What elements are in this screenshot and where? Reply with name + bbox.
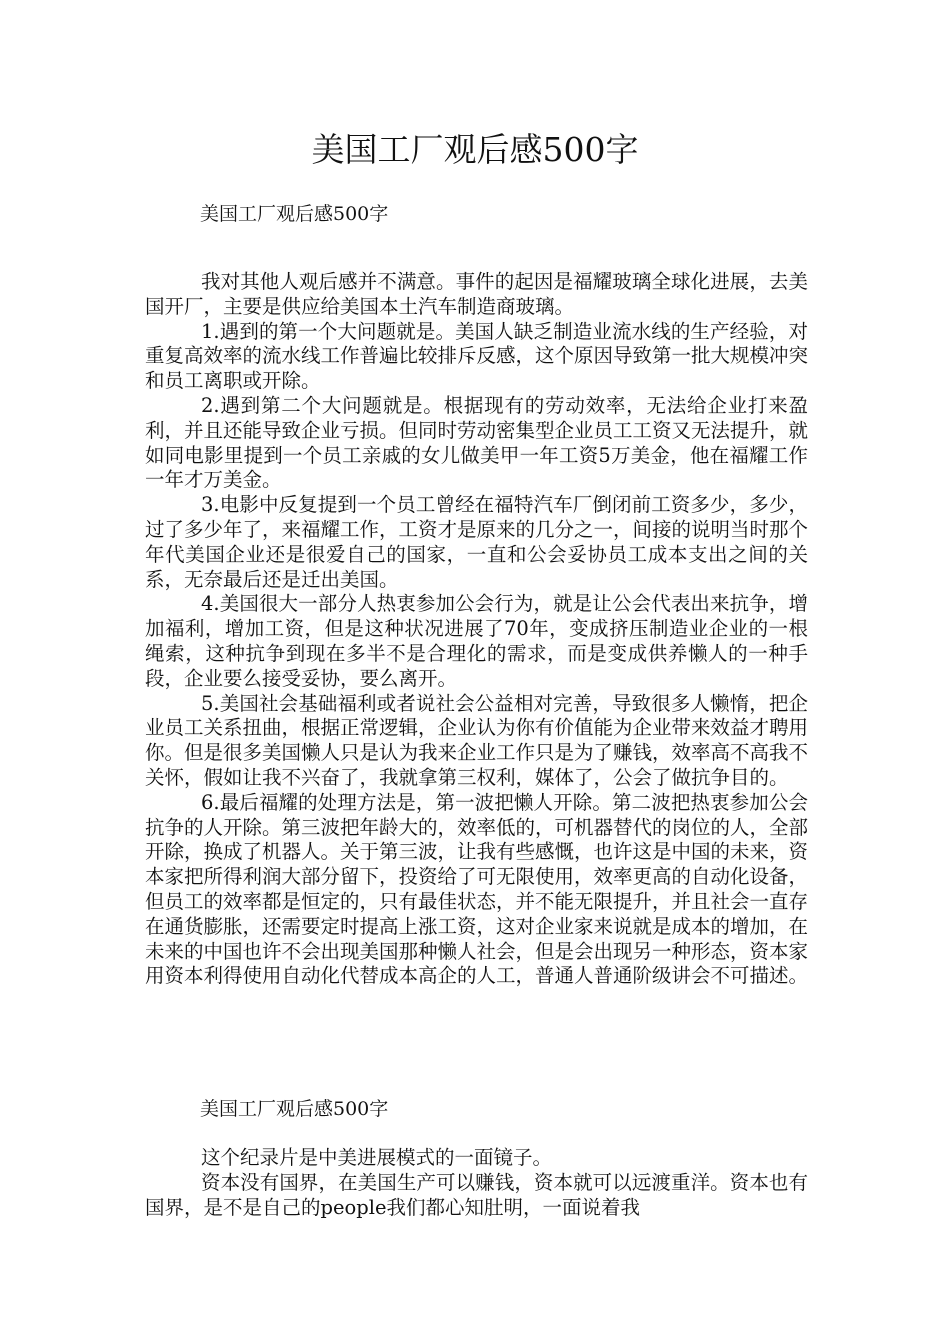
paragraph-point-1: 1.遇到的第一个大问题就是。美国人缺乏制造业流水线的生产经验，对重复高效率的流水线工作普遍比较排斥反感，这个原因导致第一批大规模冲突和员工离职或开除。 bbox=[145, 319, 809, 393]
section-heading-2: 美国工厂观后感500字 bbox=[200, 1098, 389, 1120]
paragraph-intro: 我对其他人观后感并不满意。事件的起因是福耀玻璃全球化进展，去美国开厂，主要是供应给美国本土汽车制造商玻璃。 bbox=[145, 270, 808, 318]
paragraph-point-2: 2.遇到第二个大问题就是。根据现有的劳动效率，无法给企业打来盈利，并且还能导致企业亏损。但同时劳动密集型企业员工工资又无法提升，就如同电影里提到一个员工亲戚的女儿做美甲一年工资5万美金，他在福耀工作一年才万美金。 bbox=[145, 393, 809, 492]
section-body-1 bbox=[145, 270, 808, 989]
paragraph-mirror: 这个纪录片是中美进展模式的一面镜子。 bbox=[201, 1146, 553, 1169]
paragraph-point-3: 3.电影中反复提到一个员工曾经在福特汽车厂倒闭前工资多少，多少，过了多少年了，来福耀工作，工资才是原来的几分之一，间接的说明当时那个年代美国企业还是很爱自己的国家，一直和公会妥协员工成本支出之间的关系，无奈最后还是迁出美国。 bbox=[145, 493, 809, 591]
paragraph-point-5: 5.美国社会基础福利或者说社会公益相对完善，导致很多人懒惰，把企业员工关系扭曲，根据正常逻辑，企业认为你有价值能为企业带来效益才聘用你。但是很多美国懒人只是认为我来企业工作只是为了赚钱，效率高不高我不关怀，假如让我不兴奋了，我就拿第三权利，媒体了，公会了做抗争目的。 bbox=[145, 691, 809, 789]
paragraph-point-4: 4.美国很大一部分人热衷参加公会行为，就是让公会代表出来抗争，增加福利，增加工资，但是这种状况进展了70年，变成挤压制造业企业的一根绳索，这种抗争到现在多半不是合理化的需求，而是变成供养懒人的一种手段，企业要么接受妥协，要么离开。 bbox=[145, 592, 808, 690]
paragraph-point-6: 6.最后福耀的处理方法是，第一波把懒人开除。第二波把热衷参加公会抗争的人开除。第三波把年龄大的，效率低的，可机器替代的岗位的人，全部开除，换成了机器人。关于第三波，让我有些感慨，也许这是中国的未来，资本家把所得利润大部分留下，投资给了可无限使用，效率更高的自动化设备，但员工的效率都是恒定的，只有最佳状态，并不能无限提升，并且社会一直存在通货膨胀，还需要定时提高上涨工资，这对企业家来说就是成本的增加，在未来的中国也许不会出现美国那种懒人社会，但是会出现另一种形态，资本家用资本利得使用自动化代替成本高企的人工，普通人普通阶级讲会不可描述。 bbox=[145, 790, 809, 988]
section-body-2 bbox=[145, 1146, 808, 1220]
document-title: 美国工厂观后感500字 bbox=[311, 130, 639, 169]
section-heading-1: 美国工厂观后感500字 bbox=[200, 203, 389, 225]
paragraph-capital: 资本没有国界，在美国生产可以赚钱，资本就可以远渡重洋。资本也有国界，是不是自己的people我们都心知肚明，一面说着我 bbox=[145, 1170, 808, 1219]
